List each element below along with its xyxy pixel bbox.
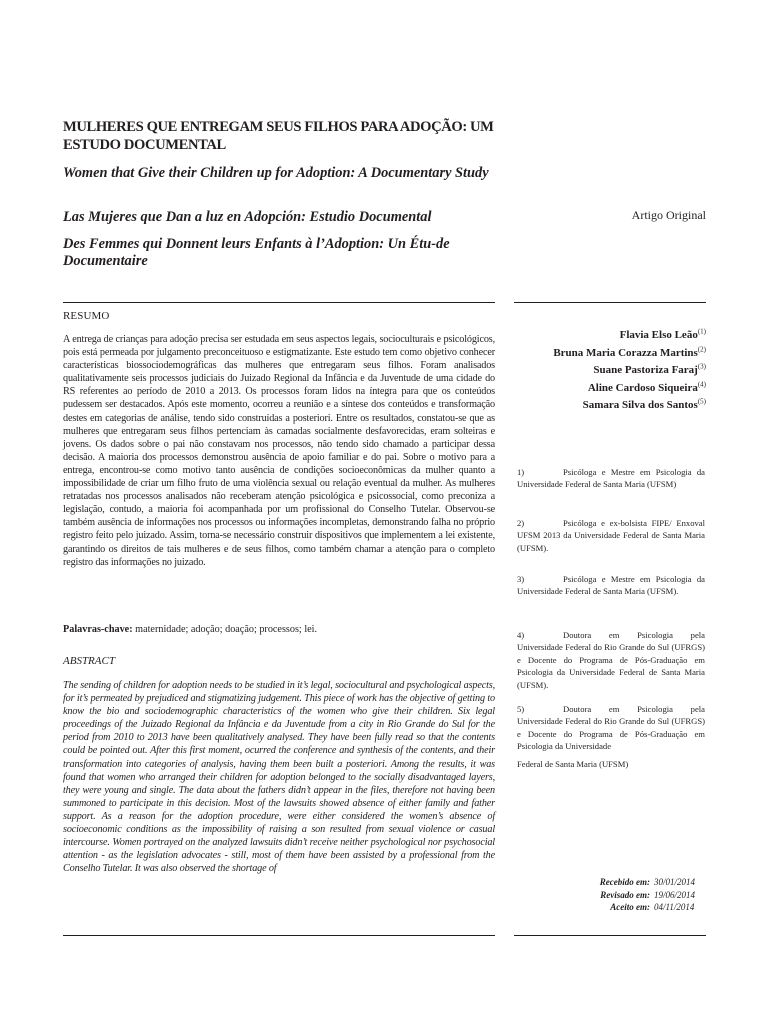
affiliation-note-tail: Federal de Santa Maria (UFSM) xyxy=(517,759,629,769)
keywords xyxy=(63,623,495,636)
left-divider-bottom xyxy=(63,935,495,936)
affiliation-note: 1) Psicóloga e Mestre em Psicologia da Universidade Federal de Santa Maria (UFSM) xyxy=(517,467,705,490)
title-portuguese: MULHERES QUE ENTREGAM SEUS FILHOS PARA ADOÇÃO: UM ESTUDO DOCUMENTAL xyxy=(63,119,494,153)
author-name: Suane Pastoriza Faraj$^{(3)}$ xyxy=(593,362,706,377)
resumo-heading: RESUMO xyxy=(63,310,110,322)
author-name: Bruna Maria Corazza Martins$^{(2)}$ xyxy=(553,344,706,359)
submission-dates xyxy=(506,876,706,914)
date-received: Recebido em: 30/01/2014 xyxy=(599,877,696,887)
affiliation-note: 5) Doutora em Psicologia pela Universidade Federal do Rio Grande do Sul (UFRGS) e Docente do Programa de Pós-Graduação em Psicologia da Universidade xyxy=(517,704,705,752)
author-name: Samara Silva dos Santos$^{(5)}$ xyxy=(582,397,706,412)
right-divider-bottom xyxy=(514,935,706,936)
resumo-body: A entrega de crianças para adoção precisa ser estudada em seus aspectos legais, socioculturais e psicológicos, pois está permeada por julgamento preconceituoso e estigmatizante. Este estudo tem como objetivo conhecer características biossociodemográficas das mulheres que entregaram seus filhos. Foram analisados qualitativamente seis processos judiciais do Juizado Regional da Infância e da Juventude de uma cidade do RS referentes ao período de 2010 a 2013. Os processos foram lidos na íntegra para que os conteúdos pudessem ser destacados. Após este momento, ocorreu a reunião e a síntese dos conteúdos e transformação destes em categorias de análise, tendo sido construídas a posteriori. Entre os resultados, constatou-se que as mulheres que entregaram seus filhos pertenciam às camadas socialmente desfavorecidas, eram solteiras e jovens. Os dados sobre o pai não constavam nos processos, não tendo sido chamado a participar dessa decisão. A maioria dos processos demonstrou ausência de apoio familiar e do pai. Sobre o motivo para a entrega, encontrou-se como motivo tanto ausência de condições socioeconômicas da mulher quanto a impossibilidade de criar um filho fruto de uma violência sexual ou relação eventual da mulher. As mulheres retratadas nos processos analisados não receberam atenção psicológica e psicossocial, como preconiza a legislação, contudo, a maioria foi acompanhada por um profissional do Conselho Tutelar. Observou-se também ausência de informações nos processos ou informações incompletas, demonstrando falha no próprio registro feito pelo juizado. Assim, torna-se necessário construir dispositivos que implementem a lei existente, garantindo os direitos de tais mulheres e de seus filhos, como também chamar a atenção para o completo registro das informações no juizado. xyxy=(63,334,495,568)
abstract-heading: ABSTRACT xyxy=(63,655,115,667)
article-type-label: Artigo Original xyxy=(631,208,706,222)
affiliation-note: 2) Psicóloga e ex-bolsista FIPE/ Enxoval UFSM 2013 da Universidade Federal de Santa Maria (UFSM). xyxy=(517,518,705,553)
date-revised: Revisado em: 19/06/2014 xyxy=(600,889,696,900)
author-name: Flavia Elso Leão$^{(1)}$ xyxy=(619,327,706,341)
keywords-text: maternidade; adoção; doação; processos; lei. xyxy=(135,624,318,635)
affiliation-note: 3) Psicóloga e Mestre em Psicologia da Universidade Federal de Santa Maria (UFSM). xyxy=(517,574,705,597)
abstract-body: The sending of children for adoption needs to be studied in it’s legal, sociocultural and psychological aspects, for it’s permeated by prejudiced and stigmatizing judgement. This piece of work has the objective of getting to know the bio and sociodemographic characteristics of the women who give their children. Six legal proceedings of the Juizado Regional da Infância e da Juventude from a city in Rio Grande do Sul for the period from 2010 to 2013 have been qualitatively analysed. They have been fully read so that the contents could be pointed out. After this first moment, ocurred the conference and synthesis of the contents, and their transformation into categories of analysis, having them been built a posteriori. Among the results, it was found that women who arranged their children for adoption belonged to the socially disadvantaged layers, they were young and single. The data about the fathers didn’t appear in the files, therefore not having been summoned to participate in this decision. Most of the lawsuits showed absence of either family and father support. As a reason for the adoption procedure, were either considered the women’s absence of socioeconomic conditions as the impossibility of raising a son resulted from sexual violence or casual intercourse. Women portrayed on the analyzed lawsuits didn’t receive neither psychological nor psychosocial attention - as the legislation advocates - still, most of them have been assisted by a professional from the Conselho Tutelar. It was also observed the shortage of xyxy=(63,680,495,875)
title-french: Des Femmes qui Donnent leurs Enfants à l’Adoption: Un Étu-de Documentaire xyxy=(63,236,450,269)
left-divider-top xyxy=(63,302,495,303)
title-spanish: Las Mujeres que Dan a luz en Adopción: Estudio Documental xyxy=(63,209,432,225)
author-list xyxy=(486,327,706,415)
author-name: Aline Cardoso Siqueira$^{(4)}$ xyxy=(587,380,706,394)
date-accepted: Aceito em: 04/11/2014 xyxy=(610,902,695,913)
right-divider-top xyxy=(514,302,706,303)
title-english: Women that Give their Children up for Adoption: A Documentary Study xyxy=(63,165,489,181)
keywords-label: Palavras-chave: xyxy=(63,624,133,635)
affiliation-note: 4) Doutora em Psicologia pela Universidade Federal do Rio Grande do Sul (UFRGS) e Docente do Programa de Pós-Graduação em Psicologia da Universidade Federal de Santa Maria (UFSM). xyxy=(517,630,705,690)
